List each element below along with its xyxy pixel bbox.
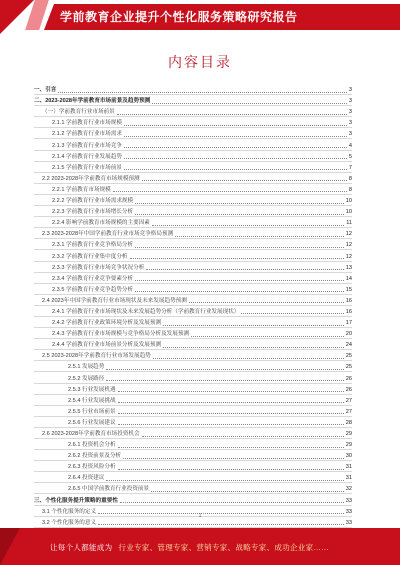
toc-entry-page: 8	[348, 175, 352, 182]
toc-entry[interactable]	[34, 306, 352, 317]
toc-entry-label: 3.1 个性化服务的定义	[42, 508, 97, 515]
toc-entry-label: 2.3.3 学前教育行业市场竞争状况分析	[52, 264, 145, 271]
toc-entry-page: 12	[345, 231, 352, 238]
toc-entry[interactable]	[34, 117, 352, 128]
toc-entry-page: 33	[345, 508, 352, 515]
toc-entry-label: 2.2.1 学前教育市场规模	[52, 186, 111, 193]
toc-entry-label: 2.2.3 学前教育行业市场增长分析	[52, 209, 134, 216]
toc-entry-label: 2.6.1 投资机会分析	[68, 442, 116, 449]
toc-entry-page: 26	[345, 386, 352, 393]
toc-entry-label: 2.4.4 学前教育行业市场前景分析及发展预测	[52, 342, 162, 349]
toc-entry[interactable]	[34, 361, 352, 372]
toc-leader-dots	[118, 402, 344, 403]
toc-entry-page: 28	[345, 419, 352, 426]
toc-entry-label: 2.5 2023-2028年学前教育行业市场发展趋势	[42, 353, 151, 360]
toc-entry[interactable]	[34, 328, 352, 339]
toc-entry[interactable]	[34, 162, 352, 173]
toc-entry[interactable]	[34, 84, 352, 95]
toc-entry-label: 2.5.2 发展路径	[68, 375, 105, 382]
toc-entry-label: 2.6.4 投资建议	[68, 475, 105, 482]
toc-entry-page: 10	[345, 209, 352, 216]
footer-corner-decoration	[0, 528, 20, 565]
toc-entry-label: 2.4.3 学前教育行业市场规模与竞争格局分析及发展预测	[52, 331, 190, 338]
toc-leader-dots	[135, 214, 344, 215]
toc-leader-dots	[118, 447, 344, 448]
toc-entry-label: 2.5.1 发展趋势	[68, 364, 105, 371]
toc-leader-dots	[120, 502, 344, 503]
toc-entry[interactable]	[34, 184, 352, 195]
toc-entry-label: 2.3 2023-2028年中国学前教育行业市场竞争格局预测	[42, 231, 174, 238]
toc-entry[interactable]	[34, 428, 352, 439]
toc-leader-dots	[98, 524, 344, 525]
toc-entry-page: 29	[345, 442, 352, 449]
toc-entry-page: 24	[345, 342, 352, 349]
toc-entry-page: 5	[348, 153, 352, 160]
toc-leader-dots	[106, 380, 343, 381]
toc-leader-dots	[118, 413, 344, 414]
toc-entry[interactable]	[34, 206, 352, 217]
toc-leader-dots	[135, 203, 344, 204]
toc-leader-dots	[153, 358, 344, 359]
header-banner	[0, 0, 400, 36]
toc-entry-page: 12	[345, 253, 352, 260]
toc-entry-page: 14	[345, 275, 352, 282]
toc-leader-dots	[58, 92, 346, 93]
toc-entry-label: 三、个性化服务提升策略的重要性	[34, 497, 118, 504]
toc-entry[interactable]	[34, 395, 352, 406]
toc-entry[interactable]	[34, 339, 352, 350]
toc-entry-page: 26	[345, 375, 352, 382]
toc-entry[interactable]	[34, 139, 352, 150]
page-number: 1	[198, 513, 202, 519]
toc-entry[interactable]	[34, 128, 352, 139]
toc-leader-dots	[118, 424, 344, 425]
toc-entry-page: 16	[345, 297, 352, 304]
toc-entry-label: 2.1.1 学前教育行业市场规模	[52, 120, 122, 127]
toc-leader-dots	[135, 280, 344, 281]
toc-entry-page: 17	[345, 320, 352, 327]
toc-entry-page: 20	[345, 331, 352, 338]
toc-entry[interactable]	[34, 372, 352, 383]
toc-leader-dots	[124, 158, 347, 159]
toc-entry[interactable]	[34, 450, 352, 461]
toc-entry-label: 2.1.5 学前教育行业市场前景	[52, 164, 122, 171]
toc-entry[interactable]	[34, 106, 352, 117]
toc-entry-label: 2.2.4 影响学前教育市场规模的主要因素	[52, 220, 150, 227]
toc-entry-page: 3	[348, 120, 352, 127]
toc-leader-dots	[124, 125, 347, 126]
toc-leader-dots	[152, 225, 344, 226]
toc-entry-label: 2.4 2023年中国学前教育行业市场现状及未来发展趋势预测	[42, 297, 187, 304]
toc-entry-label: 2.3.5 学前教育行业竞争趋势分析	[52, 286, 134, 293]
toc-entry[interactable]	[34, 250, 352, 261]
toc-entry-page: 12	[345, 242, 352, 249]
toc-entry-label: （一）学前教育行业市场前景	[42, 109, 115, 116]
toc-entry-label: 2.6 2023-2028年学前教育市场投资机会	[42, 431, 140, 437]
toc-entry[interactable]	[34, 472, 352, 483]
toc-entry[interactable]	[34, 228, 352, 239]
toc-entry[interactable]	[34, 317, 352, 328]
toc-leader-dots	[241, 313, 343, 314]
toc-leader-dots	[106, 480, 343, 481]
toc-entry[interactable]	[34, 173, 352, 184]
toc-entry-label: 2.1.3 学前教育行业市场竞争	[52, 142, 122, 149]
toc-entry-page: 30	[345, 453, 352, 460]
toc-leader-dots	[118, 391, 344, 392]
toc-leader-dots	[124, 169, 347, 170]
toc-entry[interactable]	[34, 384, 352, 395]
toc-entry-page: 33	[345, 497, 352, 504]
toc-leader-dots	[117, 114, 347, 115]
toc-leader-dots	[146, 269, 343, 270]
toc-entry-page: 15	[345, 286, 352, 293]
toc-leader-dots	[135, 291, 344, 292]
toc-entry[interactable]	[34, 439, 352, 450]
toc-entry[interactable]	[34, 239, 352, 250]
toc-entry-label: 2.2 2023-2028年学前教育市场规模预测	[42, 175, 140, 182]
toc-entry-page: 33	[345, 519, 352, 526]
toc-leader-dots	[189, 302, 344, 303]
toc-entry-label: 2.6.5 中国学前教育行业投资前景	[68, 486, 150, 493]
toc-entry[interactable]	[34, 95, 352, 106]
footer-lead: 让每个人都能成为	[50, 543, 113, 552]
toc-leader-dots	[142, 436, 344, 437]
toc-entry-label: 2.4.1 学前教育行业市场现状及未来发展趋势分析（学前教育行业发展现状）	[52, 308, 240, 315]
toc-leader-dots	[163, 325, 344, 326]
toc-entry[interactable]	[34, 350, 352, 361]
toc-leader-dots	[113, 191, 347, 192]
toc-leader-dots	[175, 236, 344, 237]
toc-entry-label: 2.2.2 学前教育行业市场需求规模	[52, 198, 134, 205]
toc-entry-page: 10	[345, 198, 352, 205]
table-of-contents	[34, 84, 352, 528]
toc-entry-label: 一、引言	[34, 87, 57, 94]
toc-leader-dots	[123, 458, 344, 459]
toc-entry-page: 31	[345, 475, 352, 482]
toc-entry-page: 27	[345, 408, 352, 415]
toc-entry-label: 2.3.2 学前教育行业集中度分析	[52, 253, 128, 260]
toc-entry[interactable]	[34, 217, 352, 228]
toc-entry[interactable]	[34, 295, 352, 306]
toc-entry-label: 二、2023-2028年学前教育市场前景及趋势预测	[34, 98, 151, 105]
footer-roles: 行业专家、管理专家、营销专家、战略专家、成功企业家……	[118, 543, 330, 552]
toc-entry[interactable]	[34, 461, 352, 472]
toc-entry-page: 32	[345, 486, 352, 493]
toc-entry[interactable]	[34, 151, 352, 162]
toc-entry-label: 2.1.2 学前教育行业市场需求	[52, 131, 122, 138]
toc-entry[interactable]	[34, 195, 352, 206]
toc-entry-label: 2.4.2 学前教育行业政策环境分析及发展预测	[52, 320, 162, 327]
toc-entry-label: 2.5.6 行业发展建议	[68, 419, 116, 426]
toc-leader-dots	[124, 136, 347, 137]
toc-entry[interactable]	[34, 262, 352, 273]
toc-entry[interactable]	[34, 494, 352, 505]
toc-entry-label: 2.1.4 学前教育行业发展趋势	[52, 153, 122, 160]
toc-entry-page: 8	[348, 186, 352, 193]
toc-entry-label: 2.5.5 行业市场前景	[68, 408, 116, 415]
toc-leader-dots	[106, 369, 343, 370]
toc-entry-page: 4	[348, 142, 352, 149]
toc-entry-page: 3	[348, 131, 352, 138]
toc-leader-dots	[130, 258, 344, 259]
toc-entry-page: 29	[345, 431, 352, 437]
toc-entry-page: 13	[345, 264, 352, 271]
toc-entry-label: 2.3.4 学前教育行业竞争要素分析	[52, 275, 134, 282]
footer-banner	[0, 528, 400, 565]
toc-entry-page: 16	[345, 308, 352, 315]
toc-entry-page: 11	[346, 220, 352, 227]
toc-entry[interactable]	[34, 273, 352, 284]
toc-leader-dots	[191, 336, 344, 337]
toc-entry-page: 27	[345, 397, 352, 404]
toc-entry-label: 2.5.3 行业发展机遇	[68, 386, 116, 393]
toc-leader-dots	[124, 147, 347, 148]
toc-entry-page: 3	[348, 87, 352, 94]
toc-entry-page: 7	[348, 164, 352, 171]
page-heading: 内容目录	[168, 54, 232, 70]
toc-entry-page: 3	[348, 98, 352, 105]
toc-entry-label: 3.2 个性化服务的意义	[42, 519, 97, 526]
toc-entry-label: 2.5.4 行业发展挑战	[68, 397, 116, 404]
toc-entry-label: 2.3.1 学前教育行业竞争格局分析	[52, 242, 134, 249]
toc-entry-page: 25	[345, 364, 352, 371]
toc-leader-dots	[142, 180, 347, 181]
toc-entry-label: 2.6.3 投资风险分析	[68, 464, 116, 471]
toc-entry-label: 2.6.2 投资前景及分析	[68, 453, 122, 460]
toc-entry[interactable]	[34, 406, 352, 417]
toc-entry-page: 25	[345, 353, 352, 360]
toc-entry-page: 31	[345, 464, 352, 471]
toc-entry[interactable]	[34, 483, 352, 494]
toc-leader-dots	[151, 491, 344, 492]
toc-entry[interactable]	[34, 284, 352, 295]
report-title: 学前教育企业提升个性化服务策略研究报告	[60, 10, 298, 24]
toc-leader-dots	[135, 247, 344, 248]
toc-leader-dots	[163, 347, 344, 348]
footer-slogan	[50, 542, 329, 553]
toc-leader-dots	[152, 103, 347, 104]
toc-entry-page: 3	[348, 109, 352, 116]
toc-leader-dots	[118, 469, 344, 470]
toc-entry[interactable]	[34, 417, 352, 428]
